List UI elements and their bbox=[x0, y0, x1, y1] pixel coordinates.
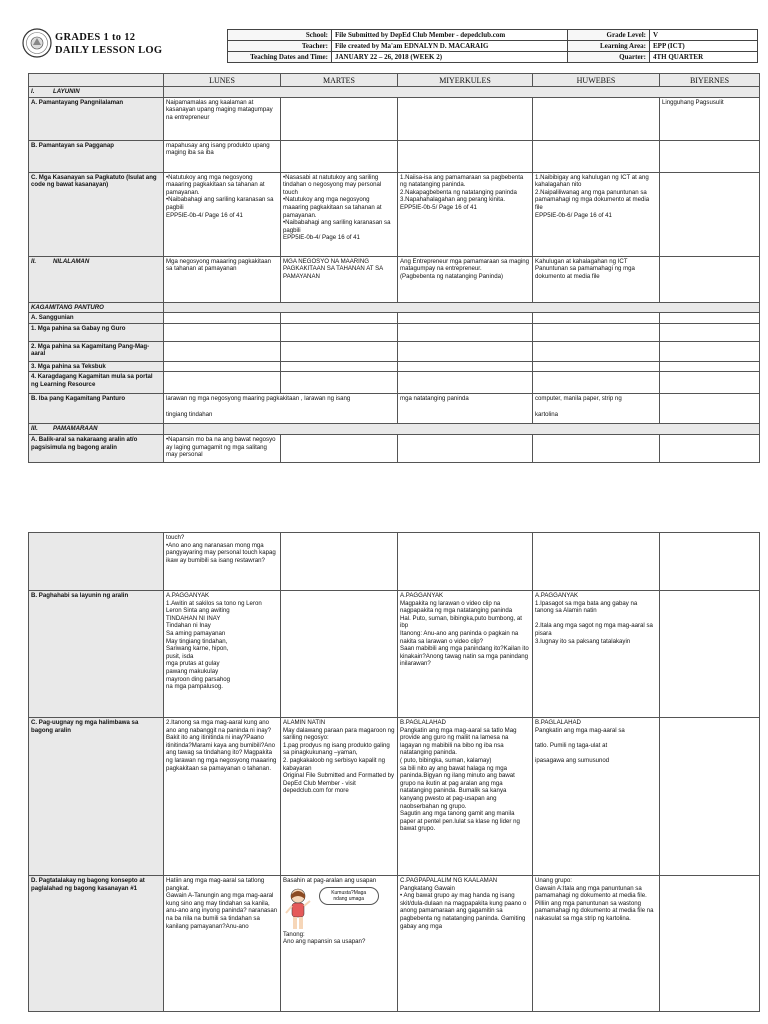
girl-illustration-icon bbox=[283, 887, 313, 931]
table-row bbox=[29, 313, 760, 324]
row-label-gabay-ng-guro: 1. Mga pahina sa Gabay ng Guro bbox=[29, 323, 164, 341]
brand-title bbox=[55, 31, 162, 57]
table-row bbox=[29, 718, 760, 876]
row-label-mga-kasanayan: C. Mga Kasanayan sa Pagkatuto (Isulat ang code ng bawat kasanayan) bbox=[29, 172, 164, 256]
learning-area-label: Learning Area: bbox=[568, 41, 650, 52]
table-row bbox=[29, 361, 760, 372]
section-row-layunin bbox=[29, 87, 760, 98]
table-row bbox=[29, 256, 760, 302]
section-row-kagamitan bbox=[29, 302, 760, 313]
cell-lunes: Naipamamalas ang kaalaman at kasanayan upang maging matagumpay na entrepreneur bbox=[164, 97, 281, 140]
cell-lunes: touch? •Ano ano ang naranasan mong mga pangyayaring may personal touch kapag ikaw ay bumibili sa isang restawran? bbox=[164, 533, 281, 591]
cell-lunes: Hatiin ang mga mag-aaral sa tatlong pangkat. Gawain A-Tanungin ang mga mag-aaral kung sino ang may tindahan sa kanila, anu-ano ang inyong paninda? naranasan na ba nila na bumili sa tindahan sa kanilang pamayanan?Anu-ano bbox=[164, 876, 281, 1012]
section-title: PAMAMARAAN bbox=[53, 425, 98, 433]
day-header-martes: MARTES bbox=[281, 74, 398, 87]
lesson-log-table-page-1 bbox=[28, 73, 760, 463]
table-row bbox=[29, 533, 760, 591]
day-header-row bbox=[29, 74, 760, 87]
quarter-value: 4TH QUARTER bbox=[650, 52, 758, 63]
row-label-nilalaman bbox=[29, 256, 164, 302]
cell-miyerkules: A.PAGGANYAK Magpakita ng larawan o video clip na nagpapakita ng mga natatanging paninda Hal. Puto, suman, bibingka,puto bumbong, at ibp Itanong: Anu-ano ang paninda o pagkain na nakita sa larawan o video clip? Saan mabibili ang mga panindang ito?Kailan ito kinakain?Anong tawag natin sa mga panindang inilarawan? bbox=[398, 591, 533, 718]
cell-huwebes: 1.Naibibigay ang kahulugan ng ICT at ang kahalagahan nito 2.Naipaliliwanag ang mga panuntunan sa pamamahagi ng mga dokumento at media file EPP5IE-0b-6/ Page 16 of 41 bbox=[533, 172, 660, 256]
cell-martes: •Nasasabi at natutukoy ang sariling tindahan o negosyong may personal touch •Natutukoy ang mga negosyong maaaring pagkakitaan sa tahanan at pamayanan. •Naibabahagi ang sariling karanasan sa pagbili EPP5IE-0b-4/ Page 16 of 41 bbox=[281, 172, 398, 256]
table-row bbox=[29, 172, 760, 256]
cell-martes bbox=[281, 876, 398, 1012]
cell-huwebes: A.PAGGANYAK 1.Ipasagot sa mga bata ang gabay na tanong sa Alamin natin 2.Itala ang mga sagot ng mga mag-aaral sa pisara 3.Iugnay ito sa paksang tatalakayin bbox=[533, 591, 660, 718]
row-label-pamantayang-pangnilalaman: A. Pamantayang Pangnilalaman bbox=[29, 97, 164, 140]
document-page-2 bbox=[0, 528, 768, 1024]
cell-huwebes: B.PAGLALAHAD Pangkatin ang mga mag-aaral sa tatlo. Pumili ng taga-ulat at ipasagawa ang sumusunod bbox=[533, 718, 660, 876]
speech-bubble: Kumusta?Maga ndang umaga bbox=[319, 887, 379, 905]
martes-question: Tanong: Ano ang napansin sa usapan? bbox=[283, 930, 366, 946]
row-label-pamantayan-sa-pagganap: B. Pamantayan sa Pagganap bbox=[29, 140, 164, 172]
grade-level-value: V bbox=[650, 30, 758, 41]
table-row bbox=[29, 876, 760, 1012]
deped-seal-icon bbox=[22, 28, 52, 58]
day-header-lunes: LUNES bbox=[164, 74, 281, 87]
row-label-kagamitang-pang-mag-aaral: 2. Mga pahina sa Kagamitang Pang-Mag-aaral bbox=[29, 341, 164, 361]
cell-lunes: •Napansin mo ba na ang bawat negosyo ay laging gumagamit ng mga salitang may personal bbox=[164, 434, 281, 462]
page-gap bbox=[0, 480, 768, 528]
school-value: File Submitted by DepEd Club Member - depedclub.com bbox=[332, 30, 568, 41]
learning-area-value: EPP (ICT) bbox=[650, 41, 758, 52]
cell-miyerkules: B.PAGLALAHAD Pangkatin ang mga mag-aaral sa tatlo Mag provide ang guro ng maliit na lamesa na lagayan ng mabibili na bibo ng iba nsa natatanging paninda. ( puto, bibingka, suman, kalamay) sa bili nito ay ang bawat halaga ng mga paninda.Bigyan ng ilang minuto ang bawat grupo na ikutin at pag aralan ang mga natatanging paninda. Bumalik sa kanya kanyang pwesto at pag-usapan ang naobserbahan ng grupo. Sagutin ang mga tanong gamit ang manila paper at pentel pen.Iulat sa klase ng lider ng bawat grupo. bbox=[398, 718, 533, 876]
teaching-dates-value: JANUARY 22 – 26, 2018 (WEEK 2) bbox=[332, 52, 568, 63]
row-label-pagtatalakay: D. Pagtatalakay ng bagong konsepto at paglalahad ng bagong kasanayan #1 bbox=[29, 876, 164, 1012]
day-header-huwebes: HUWEBES bbox=[533, 74, 660, 87]
row-label-karagdagang-kagamitan: 4. Karagdagang Kagamitan mula sa portal ng Learning Resource bbox=[29, 372, 164, 394]
cell-huwebes: Kahulugan at kahalagahan ng ICT Panuntunan sa pamamahagi ng mga dokumento at media file bbox=[533, 256, 660, 302]
table-row bbox=[29, 394, 760, 424]
table-row bbox=[29, 140, 760, 172]
section-pamamaraan bbox=[29, 424, 164, 435]
teacher-label: Teacher: bbox=[228, 41, 332, 52]
row-label-balik-aral: A. Balik-aral sa nakaraang aralin at/o pagsisimula ng bagong aralin bbox=[29, 434, 164, 462]
day-header-miyerkules: MIYERKULES bbox=[398, 74, 533, 87]
document-page-1 bbox=[0, 0, 768, 480]
cell-martes: MGA NEGOSYO NA MAARING PAGKAKITAAN SA TAHANAN AT SA PAMAYANAN bbox=[281, 256, 398, 302]
row-label-pag-uugnay: C. Pag-uugnay ng mga halimbawa sa bagong aralin bbox=[29, 718, 164, 876]
cell-lunes: A.PAGGANYAK 1.Awitin at sakilos sa tono ng Leron Leron Sinta ang awiting TINDAHAN NI INAY Tindahan ni Inay Sa aming pamayanan May tingiang tindahan, Sariwang karne, hipon, pusit, isda mga prutas at gulay pawang makukulay mayroon ding parsahog na mga pampalusog. bbox=[164, 591, 281, 718]
cell-miyerkules: 1.Naiisa-isa ang pamamaraan sa pagbebenta ng natatanging paninda. 2.Nakapagbebenta ng natatanging paninda 3.Napahahalagahan ang perang kinita. EPP5IE-0b-5/ Page 16 of 41 bbox=[398, 172, 533, 256]
header-info-table bbox=[227, 29, 758, 63]
row-label-sanggunian: A. Sanggunian bbox=[29, 313, 164, 324]
cell-miyerkules: Ang Entrepreneur mga pamamaraan sa maging matagumpay na entrepreneur. (Pagbebenta ng natatanging Paninda) bbox=[398, 256, 533, 302]
cell-lunes: Mga negosyong maaaring pagkakitaan sa tahanan at pamayanan bbox=[164, 256, 281, 302]
table-row bbox=[29, 372, 760, 394]
cell-biyernes: Lingguhang Pagsusulit bbox=[660, 97, 760, 140]
martes-instruction: Basahin at pag-aralan ang usapan bbox=[283, 877, 377, 884]
table-row bbox=[29, 434, 760, 462]
row-label-paghahabi: B. Paghahabi sa layunin ng aralin bbox=[29, 591, 164, 718]
section-kagamitang-panturo: KAGAMITANG PANTURO bbox=[29, 302, 164, 313]
section-number: III. bbox=[31, 425, 38, 433]
cell-lunes: mapahusay ang isang produkto upang maging iba sa iba bbox=[164, 140, 281, 172]
section-row-pamamaraan bbox=[29, 424, 760, 435]
day-header-biyernes: BIYERNES bbox=[660, 74, 760, 87]
cell-martes: ALAMIN NATIN May dalawang paraan para magaroon ng sariling negosyo: 1.pag prodyus ng isang produkto galing sa pinagkukunang –yaman, 2. pagkakaloob ng serbisyo kapalit ng kabayaran Original File Submitted and Formatted by DepEd Club Member - visit depedclub.com for more bbox=[281, 718, 398, 876]
table-row bbox=[29, 341, 760, 361]
table-row bbox=[29, 323, 760, 341]
cell-lunes-martes: larawan ng mga negosyong maaring pagkakitaan , larawan ng isang tingiang tindahan bbox=[164, 394, 398, 424]
quarter-label: Quarter: bbox=[568, 52, 650, 63]
cell-lunes: 2.Itanong sa mga mag-aaral kung ano ano ang nabanggit na paninda ni inay?Bakit ito ang itinitinda ni inay?Paano itinitinda?Marami kaya ang bumibili?Ano ang tawag sa tindahang ito? Magpakita ng larawan ng mga negosyong maaaring pagkakitaan sa pamayanan o tahanan. bbox=[164, 718, 281, 876]
cell-miyerkules: C.PAGPAPALALIM NG KAALAMAN Pangkatang Gawain • Ang bawat grupo ay mag handa ng isang skit/dula-dulaan na magpapakita kung paano o anong pamamaraan ang gagamitin sa pagbebenta ng natatanging paninda. Gamiting gabay ang mga bbox=[398, 876, 533, 1012]
section-title: LAYUNIN bbox=[53, 88, 80, 95]
brand-line-1: GRADES 1 to 12 bbox=[55, 32, 136, 43]
cell-lunes: •Natutukoy ang mga negosyong maaaring pagkakitaan sa tahanan at pamayanan. •Naibabahagi ang sariling karanasan sa pagbili EPP5IE-0b-4/ Page 16 of 41 bbox=[164, 172, 281, 256]
table-row bbox=[29, 591, 760, 718]
grade-level-label: Grade Level: bbox=[568, 30, 650, 41]
cell-huwebes: Unang grupo: Gawain A:Itala ang mga panuntunan sa pamamahagi ng dokumento at media file. Pilliin ang mga panuntunan sa wastong pamamahagi ng dokumento at media file na nakasulat sa mga strip ng kartolina. bbox=[533, 876, 660, 1012]
teacher-value: File created by Ma'am EDNALYN D. MACARAIG bbox=[332, 41, 568, 52]
section-layunin bbox=[29, 87, 164, 98]
school-label: School: bbox=[228, 30, 332, 41]
lesson-log-table-page-2 bbox=[28, 532, 760, 1012]
brand-line-2: DAILY LESSON LOG bbox=[55, 45, 163, 56]
teaching-dates-label: Teaching Dates and Time: bbox=[228, 52, 332, 63]
cell-huwebes: computer, manila paper, strip ng kartolina bbox=[533, 394, 660, 424]
table-row bbox=[29, 97, 760, 140]
cell-miyerkules: mga natatanging paninda bbox=[398, 394, 533, 424]
section-number: I. bbox=[31, 88, 35, 95]
section-title: NILALAMAN bbox=[53, 257, 90, 265]
section-number: II. bbox=[31, 257, 37, 265]
row-label-teksbuk: 3. Mga pahina sa Teksbuk bbox=[29, 361, 164, 372]
row-label-iba-pang-kagamitan: B. Iba pang Kagamitang Panturo bbox=[29, 394, 164, 424]
